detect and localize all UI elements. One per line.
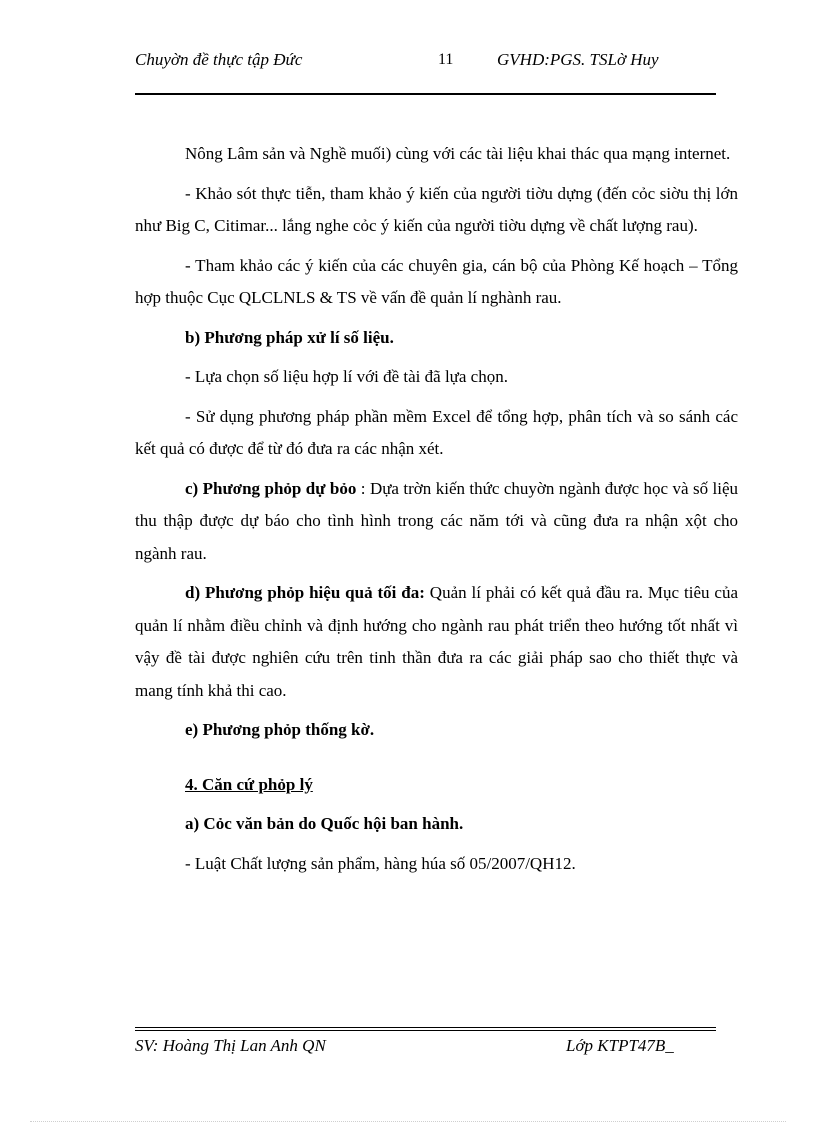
efficiency-label: d) Phương phỏp hiệu quả tối đa:: [185, 583, 425, 602]
page-footer: [135, 1027, 716, 1079]
header-supervisor: GVHD:PGS. TSLờ Huy: [497, 50, 659, 69]
footer-student: SV: Hoàng Thị Lan Anh QN: [135, 1036, 326, 1055]
paragraph-efficiency: [135, 577, 738, 707]
footer-rule-bottom: [135, 1030, 716, 1031]
heading-statistics: [135, 714, 738, 747]
heading-data-processing: [135, 322, 738, 355]
paragraph-survey: - Khảo sót thực tiễn, tham khảo ý kiến của người tiờu dựng (đến cỏc siờu thị lớn như Big C, Citimar... lắng nghe cỏc ý kiến của người tiờu dựng về chất lượng rau).: [135, 183, 738, 235]
section-legal-basis: [135, 769, 738, 802]
section-legal-basis-text: 4. Căn cứ phỏp lý: [185, 774, 313, 794]
footer-rule-top: [135, 1027, 716, 1028]
heading-data-processing-text: b) Phương pháp xử lí số liệu.: [185, 327, 394, 347]
paragraph-experts: - Tham khảo các ý kiến của các chuyên gia, cán bộ của Phòng Kế hoạch – Tổng hợp thuộc Cục QLCLNLS & TS về vấn đề quản lí nghành rau.: [135, 255, 738, 307]
page-header: [135, 49, 716, 95]
header-topic: Chuyờn đề thực tập Đức: [135, 50, 303, 69]
forecast-text: : Dựa trờn kiến thức chuyờn ngành được học và số liệu thu thập được dự báo cho tình hình trong các năm tới và cũng đưa ra nhận xột cho ngành rau.: [135, 478, 738, 563]
heading-statistics-text: e) Phương phỏp thống kờ.: [185, 720, 375, 739]
heading-national-assembly: [135, 808, 738, 841]
footer-class: Lớp KTPT47B_: [566, 1036, 674, 1055]
forecast-label: c) Phương phỏp dự bỏo: [185, 478, 357, 498]
paragraph-forecast: [135, 473, 738, 571]
paragraph-quality-law: - Luật Chất lượng sản phẩm, hàng húa số 05/2007/QH12.: [185, 853, 576, 873]
paragraph-excel: - Sử dụng phương pháp phần mềm Excel để tổng hợp, phân tích và so sánh các kết quả có được để từ đó đưa ra các nhận xét.: [135, 406, 738, 458]
heading-national-assembly-text: a) Cỏc văn bản do Quốc hội ban hành.: [185, 814, 464, 833]
header-rule: [135, 93, 716, 95]
paragraph-data-selection: - Lựa chọn số liệu hợp lí với đề tài đã lựa chọn.: [185, 367, 508, 386]
document-body: [135, 138, 738, 880]
paragraph-sources: Nông Lâm sản và Nghề muối) cùng với các tài liệu khai thác qua mạng internet.: [185, 144, 731, 163]
efficiency-text: Quản lí phải có kết quả đầu ra. Mục tiêu của quản lí nhằm điều chỉnh và định hướng cho ngành rau phát triển theo hướng tốt nhất vì vậy đề tài được nghiên cứu trên tinh thần đưa ra các giải pháp sao cho thiết thực và mang tính khả thi cao.: [135, 583, 738, 700]
page-number: 11: [438, 51, 454, 68]
page-bottom-dotted-line: [30, 1121, 786, 1122]
